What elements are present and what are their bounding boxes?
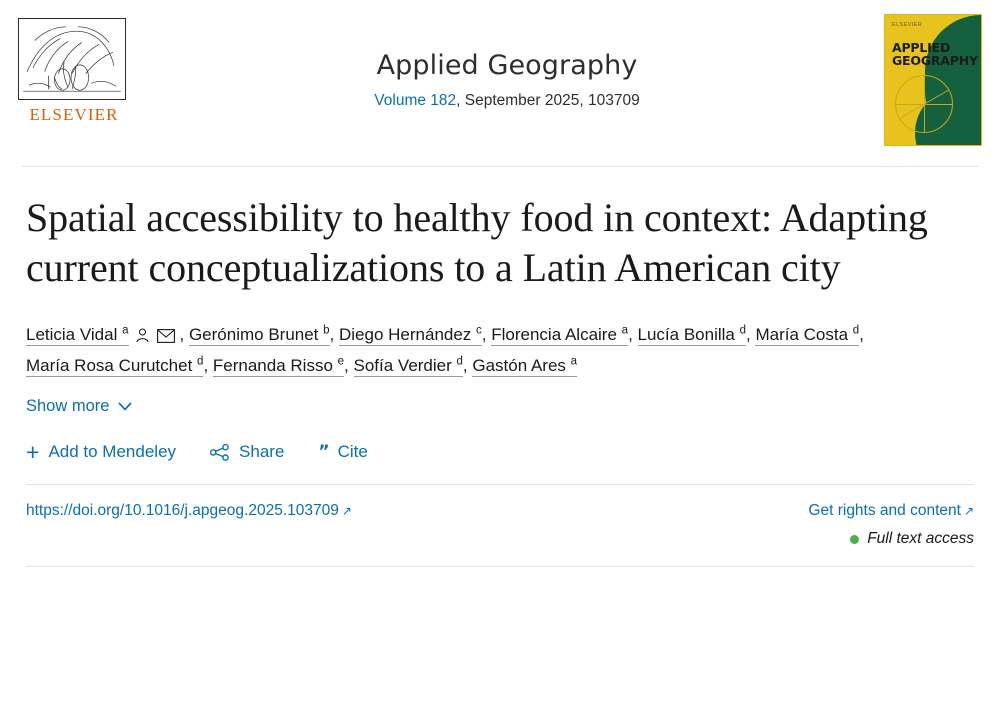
cover-publisher-label: ELSEVIER <box>892 22 923 28</box>
access-status <box>26 530 974 548</box>
status-dot-icon <box>850 535 859 544</box>
author-link[interactable]: María Rosa Curutchet $^d$ <box>26 355 204 375</box>
external-link-icon: ↗ <box>341 504 352 518</box>
volume-link[interactable]: Volume 182 <box>374 92 457 109</box>
cover-title: APPLIED GEOGRAPHY <box>892 40 978 68</box>
add-to-mendeley-button[interactable] <box>26 438 177 465</box>
author-affiliation-icons <box>129 319 180 350</box>
journal-info <box>130 14 884 110</box>
cite-button[interactable] <box>318 442 367 462</box>
author-link[interactable]: Gerónimo Brunet $^b$ <box>188 324 330 344</box>
person-icon[interactable] <box>134 327 151 344</box>
article-body <box>0 167 1000 548</box>
plus-icon: + <box>26 438 40 465</box>
cite-label: Cite <box>337 442 368 461</box>
author-link[interactable]: Fernanda Risso $^e$ <box>212 355 345 375</box>
author-link[interactable]: Sofía Verdier $^d$ <box>353 355 463 375</box>
add-to-mendeley-label: Add to Mendeley <box>48 442 177 461</box>
page-header <box>0 0 1000 160</box>
doi-link[interactable]: https://doi.org/10.1016/j.apgeog.2025.103709 ↗ <box>26 502 352 519</box>
author-link[interactable]: Leticia Vidal $^a$ <box>26 324 129 344</box>
elsevier-wordmark: ELSEVIER <box>29 105 119 124</box>
journal-cover-image[interactable] <box>884 14 982 146</box>
access-label: Full text access <box>867 530 974 547</box>
elsevier-tree-icon <box>18 18 126 100</box>
article-actions <box>26 438 974 465</box>
external-link-icon: ↗ <box>963 504 974 518</box>
share-label: Share <box>239 442 285 461</box>
envelope-icon[interactable] <box>157 329 175 343</box>
elsevier-logo[interactable] <box>18 14 130 125</box>
author-list: Leticia Vidal $^a$ , Gerónimo Brunet $^b$, Diego Hernández $^c$, Florencia Alcaire $^a$, Lucía Bonilla $^d$, María Costa $^d$, María Rosa Curutchet $^d$, Fernanda Risso $^e$, Sofía Verdier $^d$, Gastón Ares $^a$ <box>26 319 974 381</box>
footer-divider <box>26 566 974 567</box>
chevron-down-icon <box>118 402 132 411</box>
author-link[interactable]: Lucía Bonilla $^d$ <box>637 324 746 344</box>
author-link[interactable]: Diego Hernández $^c$ <box>339 324 482 344</box>
share-nodes-icon <box>210 444 230 461</box>
actions-divider <box>26 484 974 485</box>
show-more-label: Show more <box>26 397 110 415</box>
doi-row <box>26 502 974 520</box>
journal-title[interactable]: Applied Geography <box>376 50 638 81</box>
show-more-button[interactable] <box>26 397 132 416</box>
author-link[interactable]: Florencia Alcaire $^a$ <box>491 324 629 344</box>
page-title: Spatial accessibility to healthy food in context: Adapting current conceptualizations to a Latin American city <box>26 195 928 290</box>
journal-issue-line <box>130 92 884 110</box>
quote-icon: ” <box>318 442 329 462</box>
author-link[interactable]: María Costa $^d$ <box>755 324 860 344</box>
get-rights-and-content-link[interactable]: Get rights and content ↗ <box>808 502 974 519</box>
issue-info: , September 2025, 103709 <box>456 92 640 109</box>
cover-graphic-icon <box>895 75 953 133</box>
author-link[interactable]: Gastón Ares $^a$ <box>472 355 578 375</box>
share-button[interactable] <box>210 442 284 462</box>
